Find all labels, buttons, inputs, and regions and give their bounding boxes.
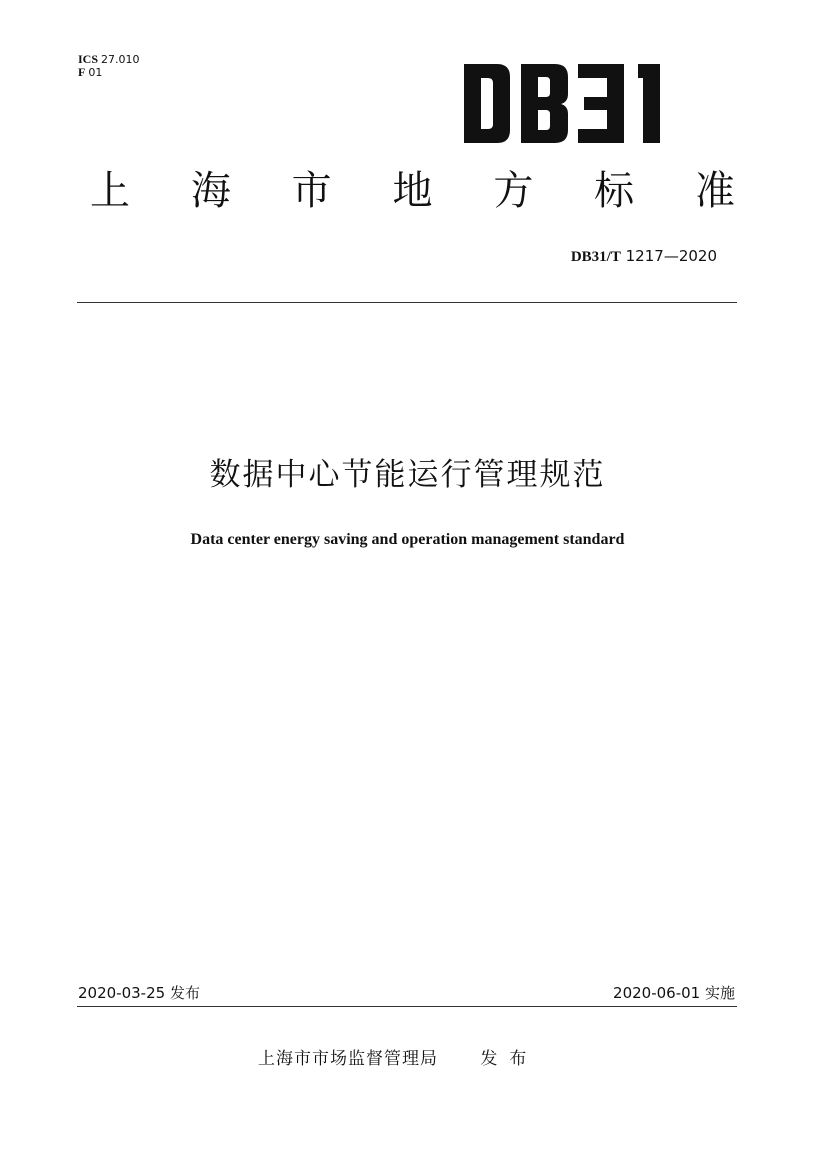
header-char: 地 [392, 168, 433, 214]
header-char: 准 [694, 168, 735, 214]
header-char: 上 [90, 168, 130, 214]
header-char: 方 [493, 168, 534, 214]
ics-code: ICS 27.010 [78, 52, 140, 66]
standard-prefix: DB31/T [570, 249, 621, 265]
document-title: 数据中心节能运行管理规范 [209, 457, 606, 493]
footer-divider [77, 1006, 737, 1007]
standard-code: 1217—2020 [625, 247, 717, 265]
db31-logo [464, 64, 689, 143]
standard-number [571, 247, 717, 266]
ics-classification [78, 53, 140, 79]
header-char: 市 [291, 168, 332, 214]
header-char: 标 [594, 168, 635, 214]
document-subtitle: Data center energy saving and operation management standard [190, 531, 625, 548]
publisher-org: 上海市市场监督管理局 [258, 1049, 438, 1069]
header-char: 海 [190, 168, 231, 214]
issue-date: 2020-03-25 发布 [78, 984, 200, 1002]
header-divider [77, 302, 737, 303]
publisher [258, 1048, 538, 1070]
local-standard-header [90, 166, 735, 216]
f-code: F 01 [78, 65, 103, 79]
publisher-action: 发布 [480, 1049, 539, 1069]
implementation-date: 2020-06-01 实施 [613, 984, 735, 1002]
